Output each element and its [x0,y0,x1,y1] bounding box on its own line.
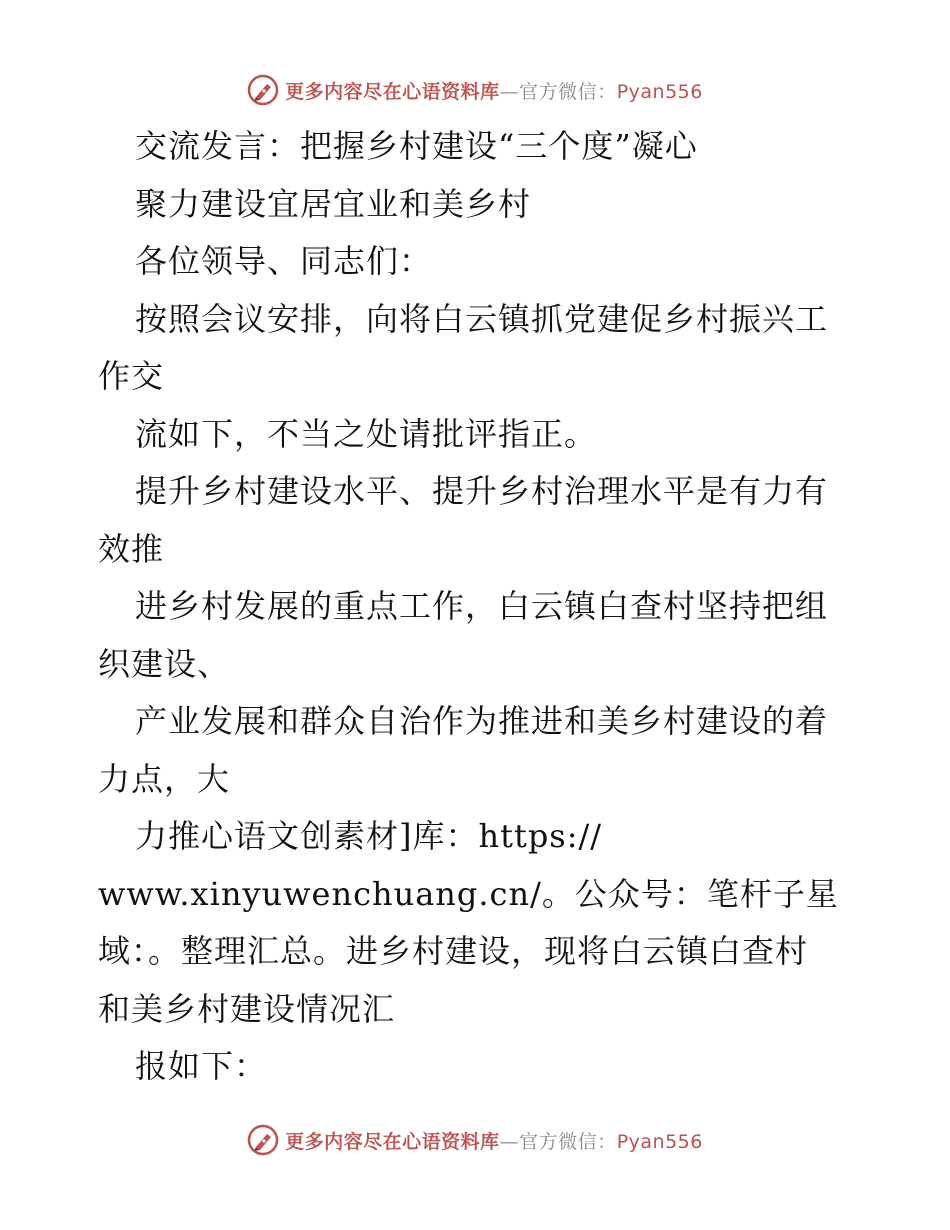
footer-watermark-banner [0,1120,950,1160]
watermark-site-text: 更多内容尽在心语资料库 [285,1130,500,1153]
paragraph-line: 效推 [98,529,165,568]
doc-title-line-1: 交流发言：把握乡村建设“三个度”凝心 [135,127,698,165]
paragraph-line: 域：。整理汇总。进乡村建设，现将白云镇白查村 [98,932,809,970]
paragraph-line: 力推心语文创素材]库：https:// [135,817,603,855]
watermark-separator: — [499,1130,520,1153]
watermark-wechat-id: Pyan556 [616,1130,703,1153]
header-watermark-banner [0,70,950,110]
watermark-text [285,77,703,104]
paragraph-line: 按照会议安排，向将白云镇抓党建促乡村振兴工 [135,299,829,338]
paragraph-line: 提升乡村建设水平、提升乡村治理水平是有力有 [135,472,829,510]
watermark-separator: — [499,80,520,103]
paragraph-line: 力点，大 [98,759,231,798]
paragraph-line: 织建设、 [98,644,231,683]
pen-nib-logo-icon [247,74,279,106]
paragraph-line: 流如下，不当之处请批评指正。 [135,414,598,453]
paragraph-line: 作交 [98,357,165,395]
paragraph-line: 和美乡村建设情况汇 [98,989,396,1028]
watermark-text [285,1127,703,1154]
watermark-site-text: 更多内容尽在心语资料库 [285,80,500,103]
doc-title-line-2: 聚力建设宜居宜业和美乡村 [135,184,532,223]
watermark-wechat-label: 官方微信： [519,80,617,103]
watermark-wechat-label: 官方微信： [519,1130,617,1153]
paragraph-line: www.xinyuwenchuang.cn/。公众号：笔杆子星 [98,874,839,913]
pen-nib-logo-icon [247,1124,279,1156]
paragraph-line: 进乡村发展的重点工作，白云镇白查村坚持把组 [135,587,829,625]
salutation-line: 各位领导、同志们： [135,242,433,280]
paragraph-line: 报如下： [135,1047,268,1085]
watermark-wechat-id: Pyan556 [616,80,703,103]
document-body [98,118,858,1096]
paragraph-line: 产业发展和群众自治作为推进和美乡村建设的着 [135,702,829,740]
